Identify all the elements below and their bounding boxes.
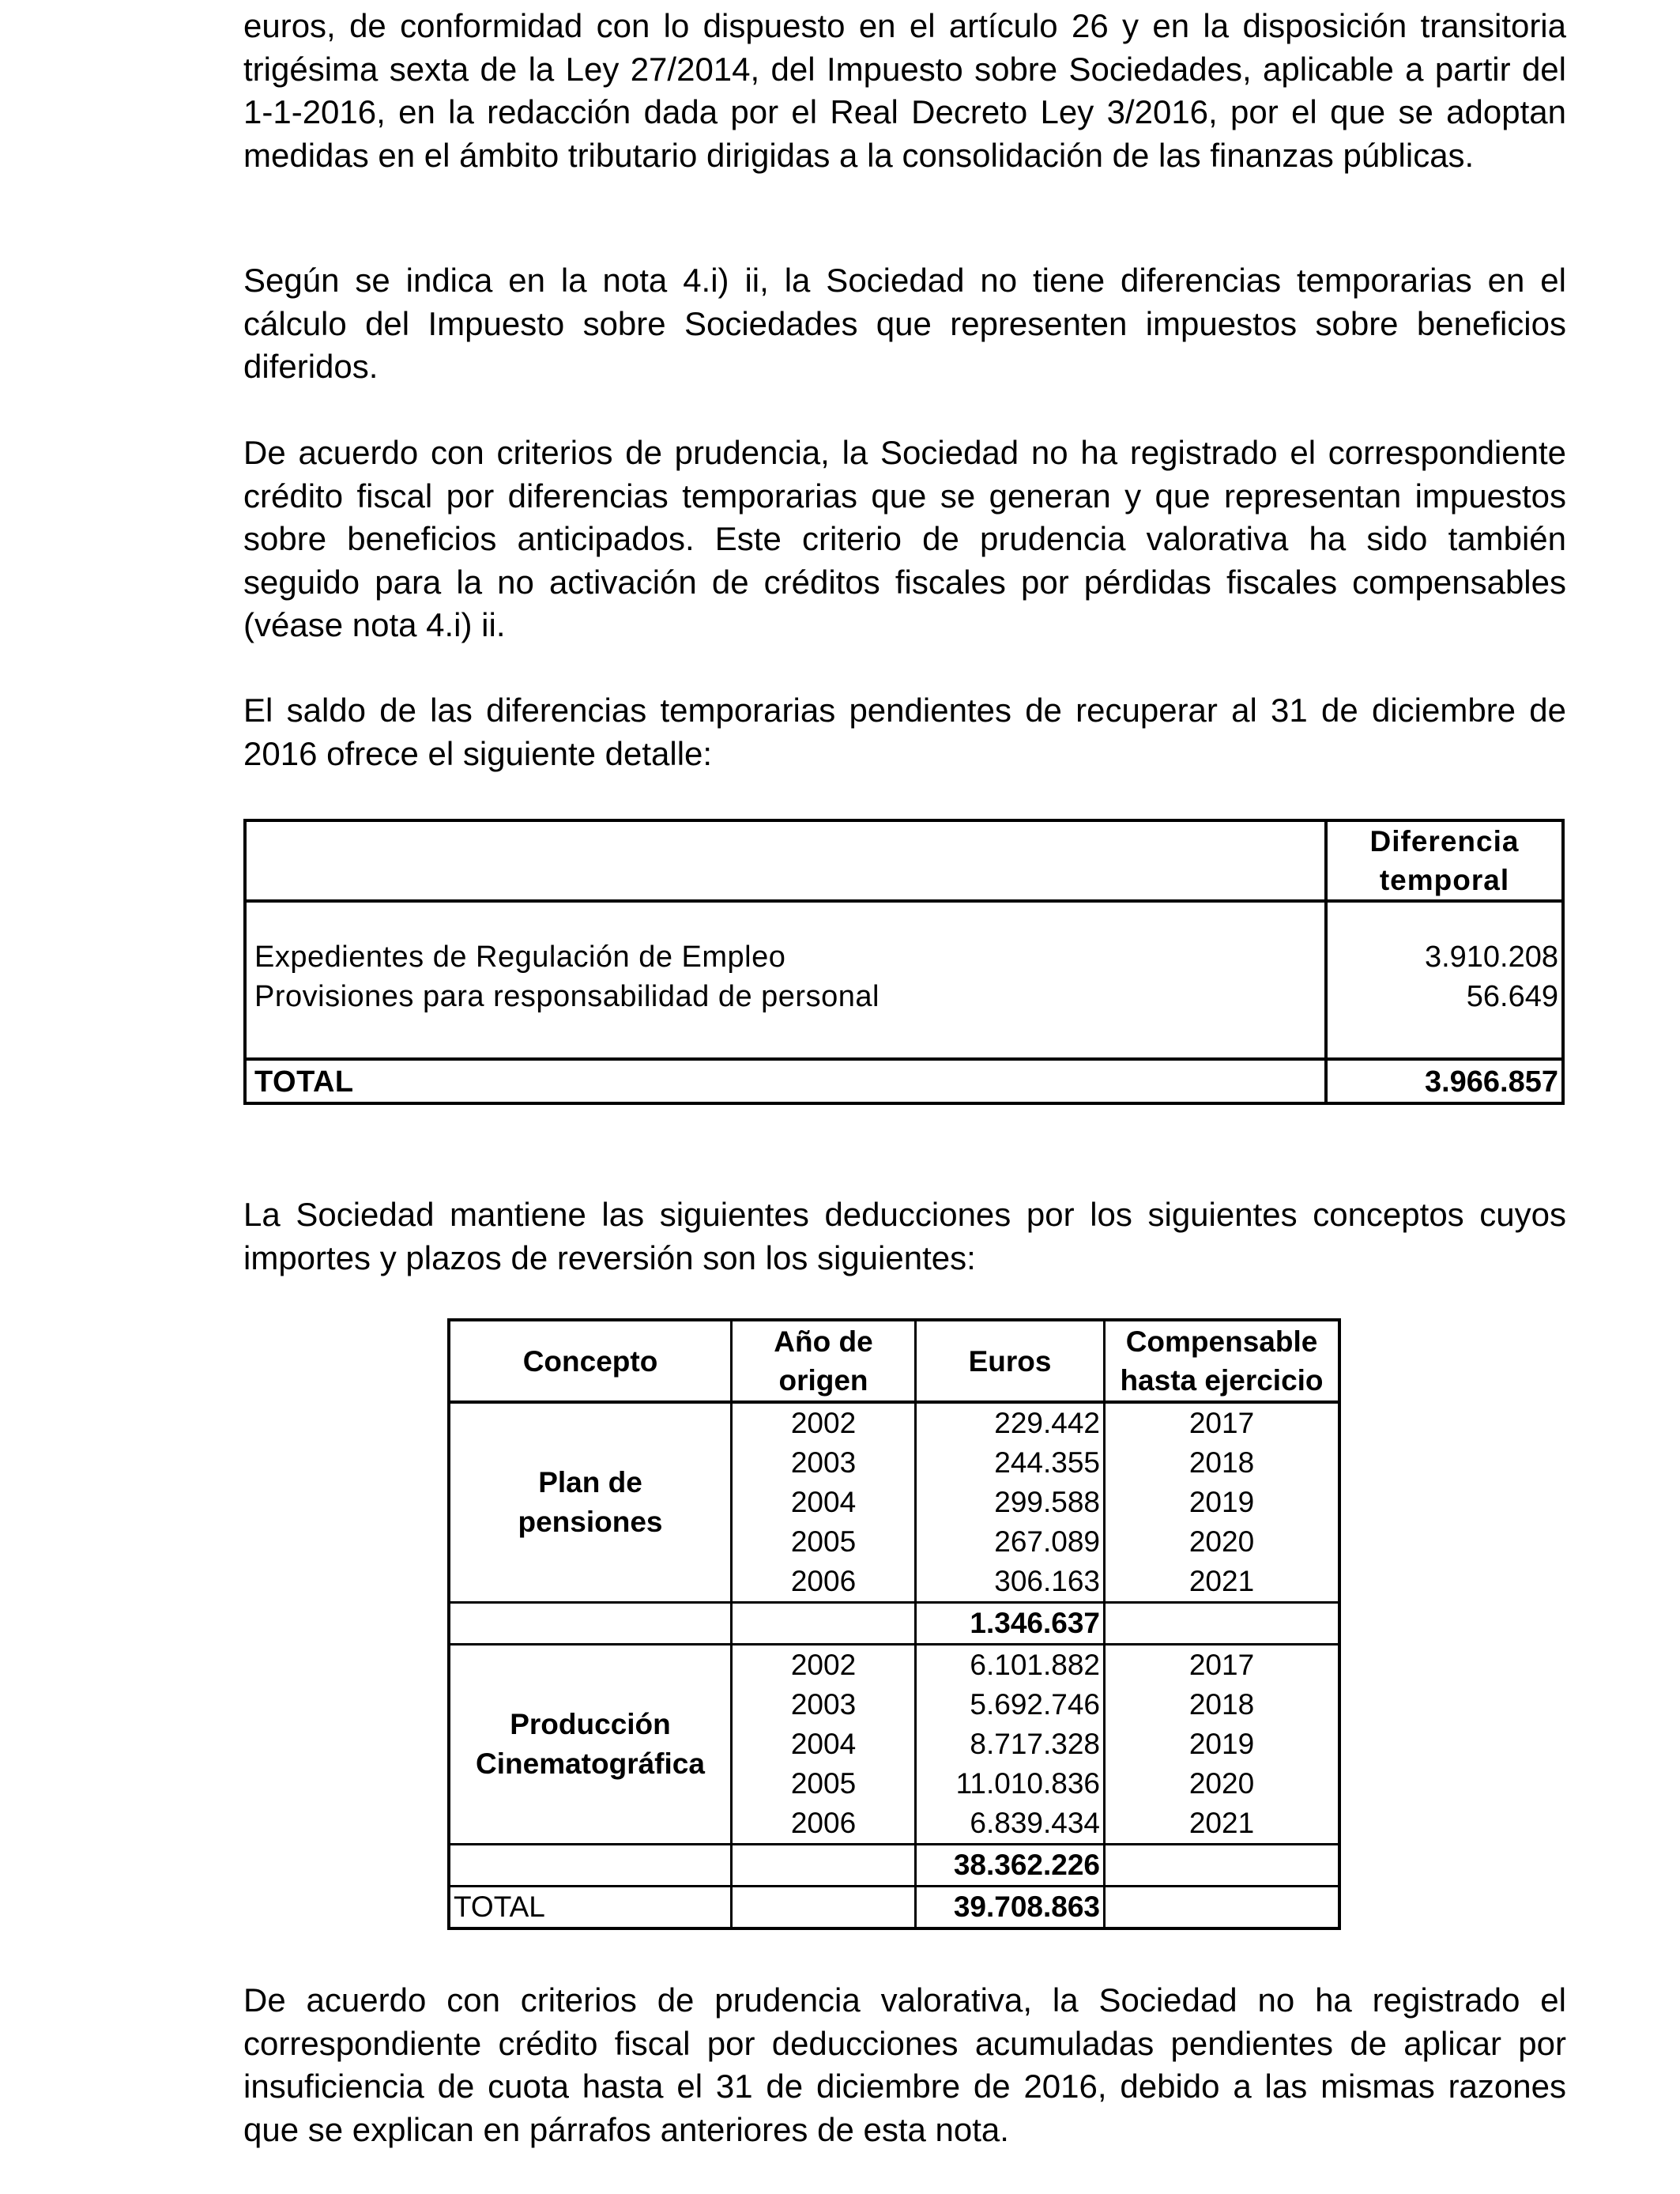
cell-empty (449, 1603, 732, 1645)
cell-anio: 2006 (732, 1804, 916, 1845)
cell-euros: 5.692.746 (916, 1685, 1105, 1725)
cell-hasta: 2021 (1105, 1804, 1340, 1845)
paragraph-criterios-prudencia: De acuerdo con criterios de prudencia, la Sociedad no ha registrado el correspondiente crédito fiscal por diferencias temporarias que se generan y que representan impuestos sobre beneficios anticipados. Este criterio de prudencia valorativa ha sido también seguido para la no activación de créditos fiscales por pérdidas fiscales compensables (véase nota 4.i) ii. (243, 434, 1566, 643)
cell-euros: 306.163 (916, 1562, 1105, 1603)
column-header-line: origen (778, 1364, 868, 1397)
cell-empty (449, 1845, 732, 1887)
column-header-diferencia-temporal (1328, 822, 1561, 899)
cell-hasta: 2017 (1105, 1645, 1340, 1686)
cell-hasta: 2020 (1105, 1764, 1340, 1804)
cell-anio: 2005 (732, 1522, 916, 1562)
cell-euros: 6.101.882 (916, 1645, 1105, 1686)
cell-anio: 2004 (732, 1725, 916, 1764)
cell-hasta: 2020 (1105, 1522, 1340, 1562)
table-deducciones (447, 1318, 1341, 1930)
cell-euros: 229.442 (916, 1402, 1105, 1443)
row-label-expedientes: Expedientes de Regulación de Empleo (254, 941, 786, 974)
cell-euros: 244.355 (916, 1443, 1105, 1483)
subtotal-plan-pensiones: 1.346.637 (916, 1603, 1105, 1645)
row-value-expedientes: 3.910.208 (1424, 941, 1558, 974)
total-value: 39.708.863 (916, 1887, 1105, 1929)
column-header-concepto: Concepto (449, 1320, 732, 1402)
group-label-line: Producción (510, 1708, 671, 1740)
cell-hasta: 2021 (1105, 1562, 1340, 1603)
cell-anio: 2003 (732, 1443, 916, 1483)
subtotal-row (449, 1845, 1339, 1887)
cell-hasta: 2019 (1105, 1725, 1340, 1764)
total-value: 3.966.857 (1424, 1065, 1558, 1099)
table-row (449, 1645, 1339, 1686)
total-label: TOTAL (449, 1887, 732, 1929)
cell-euros: 267.089 (916, 1522, 1105, 1562)
paragraph-deducciones-intro: La Sociedad mantiene las siguientes deducciones por los siguientes conceptos cuyos importes y plazos de reversión son los siguientes: (243, 1196, 1566, 1276)
total-row (449, 1887, 1339, 1929)
group-label-produccion-cinematografica (449, 1645, 732, 1845)
paragraph-deducciones-conclusion: De acuerdo con criterios de prudencia valorativa, la Sociedad no ha registrado el correspondiente crédito fiscal por deducciones acumuladas pendientes de aplicar por insuficiencia de cuota hasta el 31 de diciembre de 2016, debido a las mismas razones que se explican en párrafos anteriores de esta nota. (243, 1981, 1566, 2148)
cell-anio: 2006 (732, 1562, 916, 1603)
cell-anio: 2004 (732, 1483, 916, 1522)
table-row (449, 1402, 1339, 1443)
cell-anio: 2005 (732, 1764, 916, 1804)
cell-empty (732, 1887, 916, 1929)
column-header-anio-origen (732, 1320, 916, 1402)
group-label-line: Cinematográfica (476, 1747, 705, 1780)
cell-empty (732, 1603, 916, 1645)
cell-hasta: 2018 (1105, 1685, 1340, 1725)
cell-hasta: 2019 (1105, 1483, 1340, 1522)
column-header-line: Año de (774, 1325, 873, 1358)
cell-empty (1105, 1845, 1340, 1887)
paragraph-saldo-diferencias: El saldo de las diferencias temporarias pendientes de recuperar al 31 de diciembre de 2016 ofrece el siguiente detalle: (243, 692, 1566, 772)
column-header-euros: Euros (916, 1320, 1105, 1402)
cell-anio: 2003 (732, 1685, 916, 1725)
cell-hasta: 2018 (1105, 1443, 1340, 1483)
cell-euros: 299.588 (916, 1483, 1105, 1522)
cell-empty (1105, 1603, 1340, 1645)
cell-anio: 2002 (732, 1645, 916, 1686)
cell-hasta: 2017 (1105, 1402, 1340, 1443)
cell-empty (1105, 1887, 1340, 1929)
subtotal-row (449, 1603, 1339, 1645)
table-total-divider (247, 1057, 1561, 1061)
cell-euros: 6.839.434 (916, 1804, 1105, 1845)
cell-anio: 2002 (732, 1402, 916, 1443)
cell-empty (732, 1845, 916, 1887)
total-label: TOTAL (254, 1065, 354, 1099)
paragraph-ley-impuesto: euros, de conformidad con lo dispuesto en el artículo 26 y en la disposición transitoria trigésima sexta de la Ley 27/2014, del Impuesto sobre Sociedades, aplicable a partir del 1-1-2016, en la redacción dada por el Real Decreto Ley 3/2016, por el que se adoptan medidas en el ámbito tributario dirigidas a la consolidación de las finanzas públicas. (243, 7, 1566, 174)
group-label-plan-pensiones (449, 1402, 732, 1603)
row-value-provisiones: 56.649 (1466, 980, 1558, 1013)
column-header-compensable (1105, 1320, 1340, 1402)
column-header-line: Diferencia (1369, 825, 1520, 858)
cell-euros: 8.717.328 (916, 1725, 1105, 1764)
subtotal-produccion-cinematografica: 38.362.226 (916, 1845, 1105, 1887)
paragraph-diferencias-temporarias: Según se indica en la nota 4.i) ii, la Sociedad no tiene diferencias temporarias en el cálculo del Impuesto sobre Sociedades que representen impuestos sobre beneficios diferidos. (243, 262, 1566, 385)
row-label-provisiones: Provisiones para responsabilidad de personal (254, 980, 880, 1013)
table-header-row (449, 1320, 1339, 1402)
group-label-line: pensiones (518, 1506, 663, 1538)
cell-euros: 11.010.836 (916, 1764, 1105, 1804)
table-header-divider (247, 899, 1561, 903)
table-diferencias-temporales (243, 819, 1565, 1105)
group-label-line: Plan de (538, 1466, 642, 1498)
column-header-line: hasta ejercicio (1120, 1364, 1324, 1397)
column-header-line: Compensable (1125, 1325, 1318, 1358)
column-header-line: temporal (1379, 864, 1510, 896)
